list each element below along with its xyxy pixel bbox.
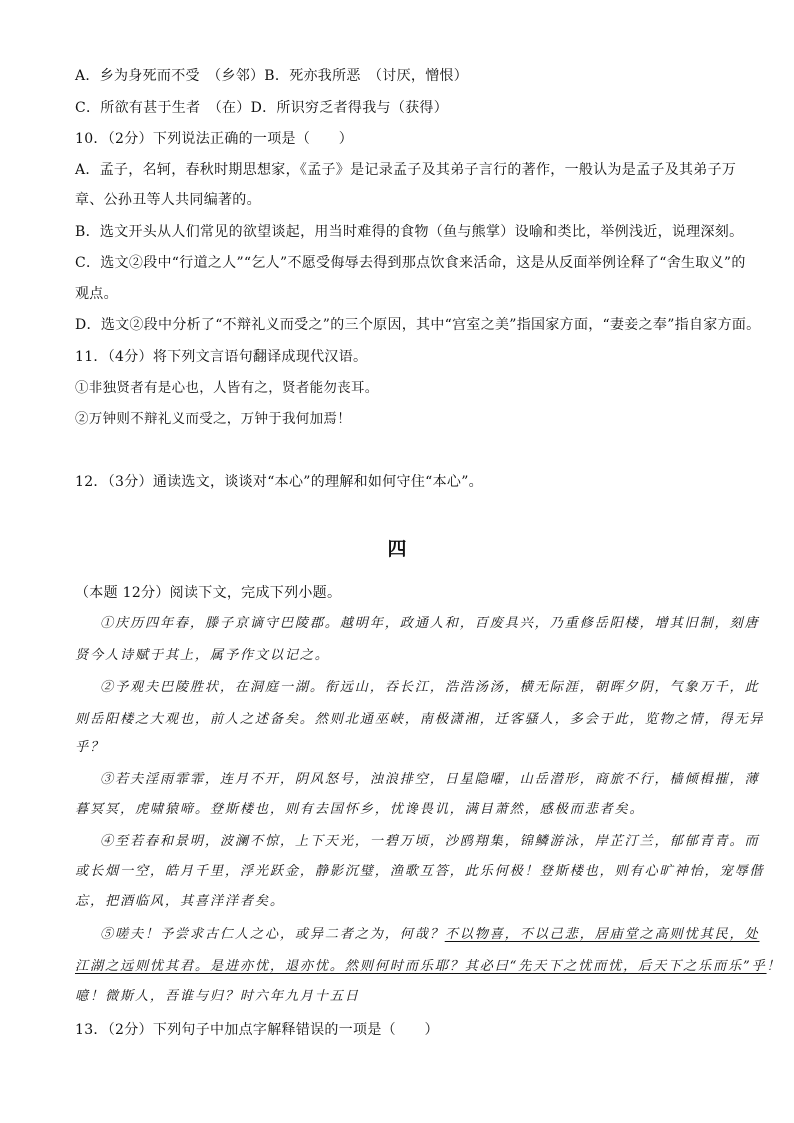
q10-option-a-line-2: 章、公孙丑等人共同编著的。 [75,192,261,208]
passage-p2-line-1: ②予观夫巴陵胜状，在洞庭一湖。衔远山，吞长江，浩浩汤汤，横无际涯，朝晖夕阴，气象万千，此 [100,680,760,695]
underlined-sentence-part-2: 江湖之远则忧其君。是进亦忧，退亦忧。然则何时而乐耶？其必曰“先天下之忧而忧，后天下之乐而乐”乎 [75,959,767,974]
q11-stem: 11．（4分）将下列文言语句翻译成现代汉语。 [75,349,368,365]
passage-p4-line-3: 忘，把酒临风，其喜洋洋者矣。 [75,894,285,909]
passage-p1-line-1: ①庆历四年春，滕子京谪守巴陵郡。越明年，政通人和，百废具兴，乃重修岳阳楼，增其旧制，刻唐 [100,616,760,631]
passage-p4-line-2: 或长烟一空，皓月千里，浮光跃金，静影沉璧，渔歌互答，此乐何极！登斯楼也，则有心旷神怡，宠辱偕 [75,864,765,879]
passage-p1-line-2: 贤今人诗赋于其上，属予作文以记之。 [75,648,330,663]
q9-options-row-2: C．所欲有甚于生者 （在）D．所识穷乏者得我与（获得） [75,100,449,116]
q11-sentence-2: ②万钟则不辩礼义而受之，万钟于我何加焉！ [75,411,351,427]
passage-p3-line-1: ③若夫淫雨霏霏，连月不开，阴风怒号，浊浪排空，日星隐曜，山岳潜形，商旅不行，樯倾楫摧，薄 [100,772,760,787]
passage-p2-line-3: 乎？ [75,740,105,755]
q10-option-b: B．选文开头从人们常见的欲望谈起，用当时难得的食物（鱼与熊掌）设喻和类比，举例浅近，说理深刻。 [75,224,744,240]
section-title: 四 [387,538,407,560]
section-intro: （本题 12分）阅读下文，完成下列小题。 [75,585,342,601]
underlined-sentence-part-1: 不以物喜，不以己悲，居庙堂之高则忧其民，处 [444,927,760,942]
passage-p3-line-2: 暮冥冥，虎啸猿啼。登斯楼也，则有去国怀乡，忧谗畏讥，满目萧然，感极而悲者矣。 [75,802,645,817]
q10-option-d: D．选文②段中分析了“不辩礼义而受之”的三个原因，其中“宫室之美”指国家方面，“妻妾之奉”指自家方面。 [75,317,761,333]
passage-p5-line-2-end: ！ [766,959,782,974]
passage-p5-plain: ⑤嗟夫！予尝求古仁人之心，或异二者之为，何哉？ [100,927,445,942]
q12-stem: 12．（3分）通读选文，谈谈对“本心”的理解和如何守住“本心”。 [75,474,483,490]
q10-option-a-line-1: A．孟子，名轲，春秋时期思想家，《孟子》是记录孟子及其弟子言行的著作，一般认为是孟子及其弟子万 [75,162,737,178]
passage-p5-line-1 [100,925,760,945]
q13-stem: 13．（2分）下列句子中加点字解释错误的一项是（ ） [75,1022,439,1038]
passage-p2-line-2: 则岳阳楼之大观也，前人之述备矣。然则北通巫峡，南极潇湘，迁客骚人，多会于此，览物之情，得无异 [75,712,765,727]
passage-p5-line-2 [75,957,782,977]
q11-sentence-1: ①非独贤者有是心也，人皆有之，贤者能勿丧耳。 [75,380,379,396]
q10-option-c-line-1: C．选文②段中“行道之人”“乞人”不愿受侮辱去得到那点饮食来活命，这是从反面举例诠释了“舍生取义”的 [75,255,746,271]
q10-option-c-line-2: 观点。 [75,286,118,302]
q10-stem: 10．（2分）下列说法正确的一项是（ ） [75,131,354,147]
passage-p4-line-1: ④至若春和景明，波澜不惊，上下天光，一碧万顷，沙鸥翔集，锦鳞游泳，岸芷汀兰，郁郁青青。而 [100,834,760,849]
passage-p5-line-3: 噫！微斯人，吾谁与归？时六年九月十五日 [75,989,360,1004]
q9-options-row-1: A．乡为身死而不受 （乡邻）B．死亦我所恶 （讨厌，憎恨） [75,68,469,84]
